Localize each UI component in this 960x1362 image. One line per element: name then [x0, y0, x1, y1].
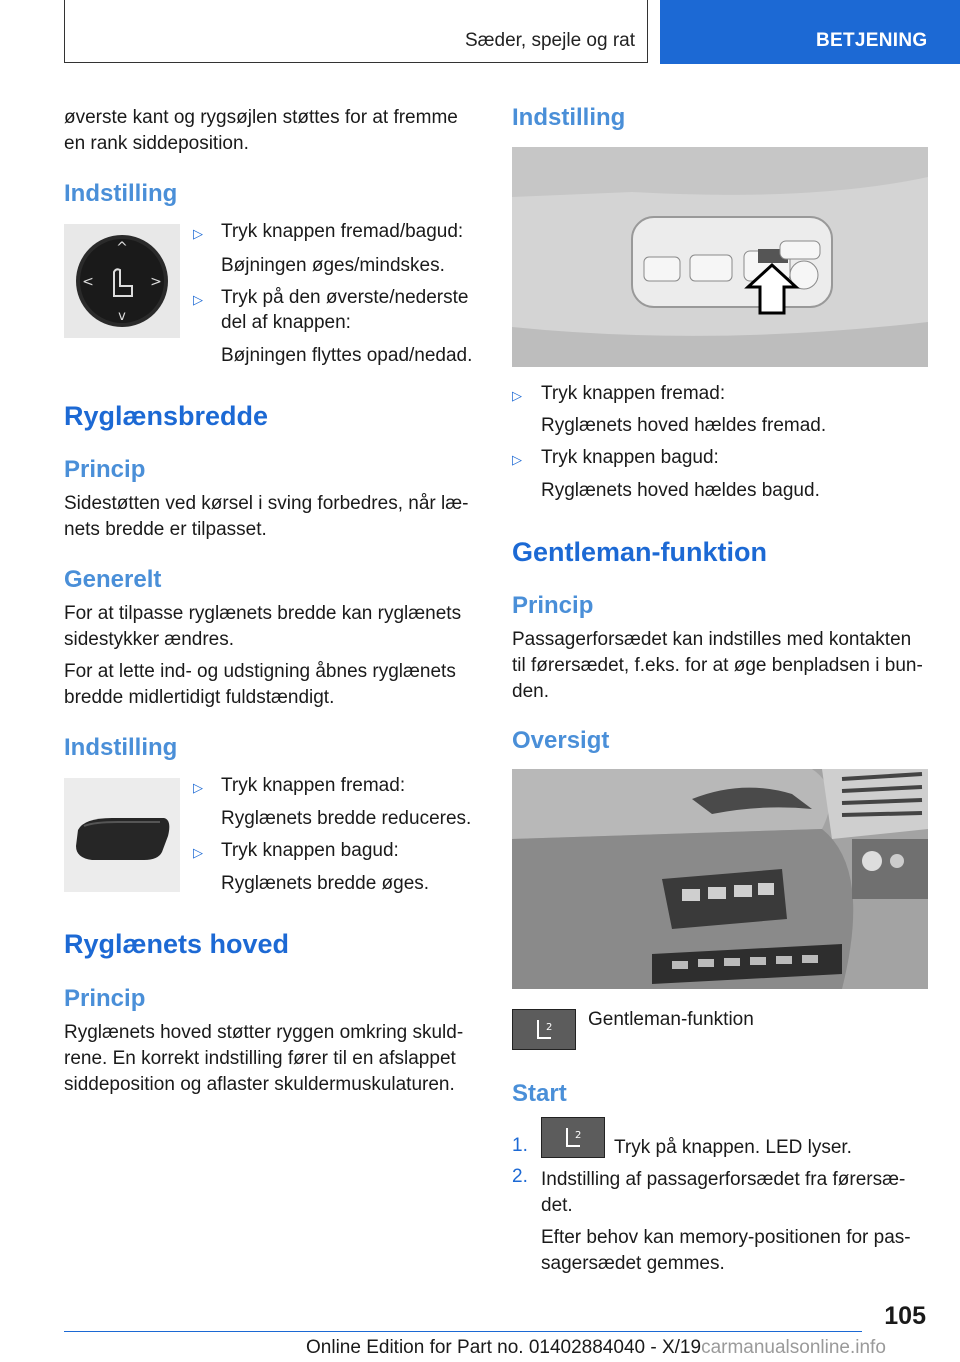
heading-start: Start — [512, 1080, 567, 1107]
princip1-line-2: nets bredde er tilpasset. — [64, 519, 267, 540]
bullet-head-2: Tryk knappen bagud: — [541, 447, 719, 468]
heading-ryglaenets-hoved: Ryglænets hoved — [64, 929, 290, 959]
step-2-sub-line-2: sagersædet gemmes. — [541, 1253, 725, 1274]
svg-text:v: v — [118, 309, 126, 324]
step-2-number: 2. — [512, 1166, 528, 1187]
step-1-number: 1. — [512, 1135, 528, 1156]
seat-switch-photo — [512, 147, 928, 367]
page-number: 105 — [884, 1302, 926, 1330]
heading-indstilling-1: Indstilling — [64, 180, 178, 207]
gentleman-legend-label: Gentleman-funktion — [588, 1009, 754, 1030]
footer-watermark: carmanualsonline.info — [701, 1337, 886, 1358]
bullet-lumbar-1: Tryk knappen fremad/bagud: — [221, 221, 464, 242]
header-section-title: Sæder, spejle og rat — [464, 30, 635, 51]
svg-text:2: 2 — [546, 1022, 553, 1033]
heading-indstilling-2: Indstilling — [64, 734, 178, 761]
heading-princip-right: Princip — [512, 592, 594, 619]
header-chapter-title: BETJENING — [816, 30, 928, 51]
bullet-triangle-icon: ▷ — [512, 452, 522, 467]
bullet-triangle-icon: ▷ — [193, 226, 203, 241]
princip2-line-2: rene. En korrekt indstilling fører til en afslappet — [64, 1048, 456, 1069]
generelt-1-line-1: For at tilpasse ryglænets bredde kan ryglænets — [64, 603, 462, 624]
generelt-2-line-2: bredde midlertidigt fuldstændigt. — [64, 687, 335, 708]
heading-ryglaensbredde: Ryglænsbredde — [64, 401, 269, 431]
bullet-width-2-sub: Ryglænets bredde øges. — [221, 873, 430, 894]
gentleman-button-icon — [512, 1009, 576, 1050]
heading-indstilling-right: Indstilling — [512, 104, 626, 131]
intro-line-2: en rank siddeposition. — [64, 133, 249, 154]
princip1-line-1: Sidestøtten ved kørsel i sving forbedres, når læ- — [64, 493, 469, 514]
princip2-line-3: siddeposition og aflaster skuldermuskulaturen. — [64, 1074, 455, 1095]
bullet-width-1-sub: Ryglænets bredde reduceres. — [221, 808, 472, 829]
bullet-lumbar-2-sub: Bøjningen flyttes opad/nedad. — [221, 345, 473, 366]
door-panel-photo — [512, 769, 928, 989]
heading-generelt: Generelt — [64, 566, 162, 593]
header-chapter-tab — [660, 0, 960, 64]
generelt-1-line-2: sidestykker ændres. — [64, 629, 235, 650]
bullet-lumbar-2-line1: Tryk på den øverste/nederste — [221, 287, 469, 308]
header-section-box — [64, 0, 648, 63]
bullet-triangle-icon: ▷ — [193, 845, 203, 860]
bullet-lumbar-1-sub: Bøjningen øges/mindskes. — [221, 255, 445, 276]
heading-gentleman-funktion: Gentleman-funktion — [512, 537, 767, 567]
width-button-photo — [64, 778, 180, 892]
heading-princip-1: Princip — [64, 456, 146, 483]
gentleman-princip-line-3: den. — [512, 681, 549, 702]
gentleman-princip-line-2: til førersædet, f.eks. for at øge benpladsen i bun- — [512, 655, 923, 676]
bullet-triangle-icon: ▷ — [193, 780, 203, 795]
intro-line-1: øverste kant og rygsøjlen støttes for at fremme — [64, 107, 458, 128]
step-1-text: Tryk på knappen. LED lyser. — [614, 1137, 852, 1158]
svg-text:2: 2 — [575, 1130, 582, 1141]
bullet-width-1: Tryk knappen fremad: — [221, 775, 406, 796]
svg-text:^: ^ — [116, 240, 128, 256]
gentleman-princip-line-1: Passagerforsædet kan indstilles med kontakten — [512, 629, 912, 650]
lumbar-button-photo — [64, 224, 180, 338]
bullet-head-1-sub: Ryglænets hoved hældes fremad. — [541, 415, 827, 436]
heading-princip-2: Princip — [64, 985, 146, 1012]
bullet-width-2: Tryk knappen bagud: — [221, 840, 399, 861]
footer-edition-text: Online Edition for Part no. 01402884040 - X/19 — [306, 1337, 702, 1358]
bullet-head-1: Tryk knappen fremad: — [541, 383, 726, 404]
footer-edition — [306, 1337, 886, 1359]
gentleman-button-icon — [541, 1117, 605, 1158]
princip2-line-1: Ryglænets hoved støtter ryggen omkring skuld- — [64, 1022, 464, 1043]
bullet-lumbar-2-line2: del af knappen: — [221, 312, 351, 333]
bullet-triangle-icon: ▷ — [512, 388, 522, 403]
bullet-triangle-icon: ▷ — [193, 292, 203, 307]
step-2-line-1: Indstilling af passagerforsædet fra førersæ- — [541, 1169, 906, 1190]
heading-oversigt: Oversigt — [512, 727, 610, 754]
bullet-head-2-sub: Ryglænets hoved hældes bagud. — [541, 480, 820, 501]
step-2-sub-line-1: Efter behov kan memory-positionen for pas- — [541, 1227, 911, 1248]
svg-text:>: > — [150, 274, 162, 290]
svg-text:<: < — [82, 274, 94, 290]
step-2-line-2: det. — [541, 1195, 573, 1216]
footer-divider — [64, 1331, 862, 1332]
generelt-2-line-1: For at lette ind- og udstigning åbnes ryglænets — [64, 661, 456, 682]
